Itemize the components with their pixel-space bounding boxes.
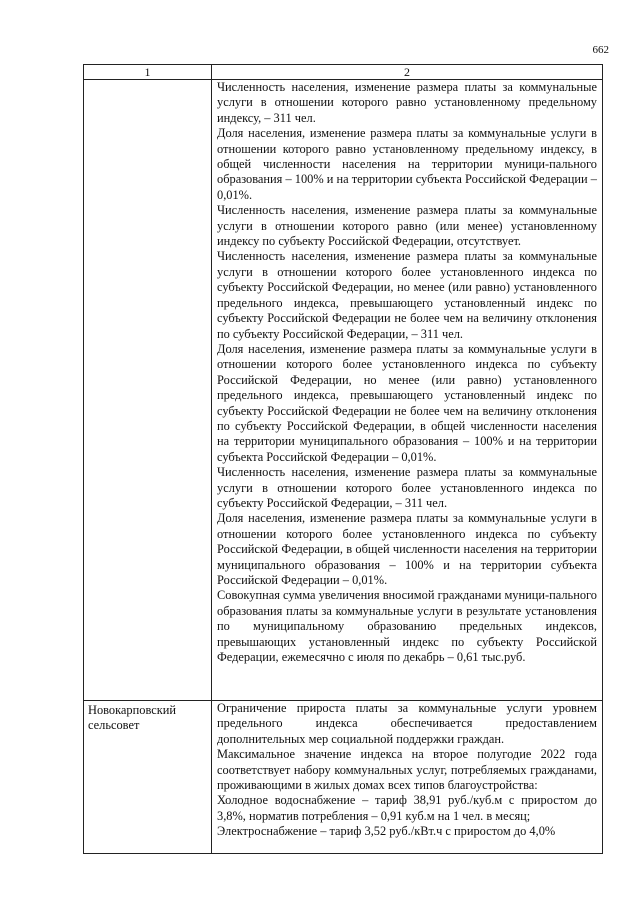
paragraph: Ограничение прироста платы за коммунальные услуги уровнем предельного индекса обеспечивается предоставлением дополнительных мер социальной поддержки граждан. bbox=[217, 701, 597, 746]
table-row bbox=[84, 80, 603, 701]
paragraph: Доля населения, изменение размера платы за коммунальные услуги в отношении которого более установленного индекса по субъекту Российской Федерации, но менее (или равно) установленного предельного индекса, превышающего установленный индекс по субъекту Российской Федерации не более чем на величину отклонения по субъекту Российской Федерации, в общей численности населения на территории муниципального образования – 100% и на территории субъекта Российской Федерации – 0,01%. bbox=[217, 341, 597, 464]
paragraph: Доля населения, изменение размера платы за коммунальные услуги в отношении которого более установленного индекса по субъекту Российской Федерации, в общей численности населения на территории муниципального образования – 100% и на территории субъекта Российской Федерации – 0,01%. bbox=[217, 511, 597, 587]
paragraph: Численность населения, изменение размера платы за коммунальные услуги в отношении которого равно (или менее) установленному индексу по субъекту Российской Федерации, отсутствует. bbox=[217, 203, 597, 249]
paragraph: Холодное водоснабжение – тариф 38,91 руб./куб.м с приростом до 3,8%, норматив потребления – 0,91 куб.м на 1 чел. в месяц; bbox=[217, 793, 597, 823]
paragraph: Максимальное значение индекса на второе полугодие 2022 года соответствует набору коммунальных услуг, потребляемых гражданами, проживающими в жилых домах всех типов благоустройства: bbox=[217, 747, 597, 793]
description-cell bbox=[212, 701, 603, 854]
document-table bbox=[83, 64, 603, 854]
description-cell bbox=[212, 80, 603, 701]
paragraph: Совокупная сумма увеличения вносимой гражданами муници-пального образования платы за коммунальные услуги в результате установления по муниципальному образованию предельных индексов, превышающих установленный индекс по субъекту Российской Федерации, ежемесячно с июля по декабрь – 0,61 тыс.руб. bbox=[217, 588, 597, 665]
header-cell-1: 1 bbox=[84, 65, 212, 80]
paragraph: Доля населения, изменение размера платы за коммунальные услуги в отношении которого равно установленному предельному индексу, в общей численности населения на территории муници-пального образования – 100% и на территории субъекта Российской Федерации – 0,01%. bbox=[217, 126, 597, 202]
municipality-cell: Новокарповский сельсовет bbox=[84, 701, 212, 854]
paragraph: Численность населения, изменение размера платы за коммунальные услуги в отношении которого более установленного индекса по субъекту Российской Федерации, но менее (или равно) установленного предельного индекса, превышающего установленный индекс по субъекту Российской Федерации не более чем на величину отклонения по субъекту Российской Федерации, – 311 чел. bbox=[217, 249, 597, 341]
table-header-row bbox=[84, 65, 603, 80]
paragraph: Численность населения, изменение размера платы за коммунальные услуги в отношении которого равно установленному предельному индексу, – 311 чел. bbox=[217, 80, 597, 125]
paragraph: Численность населения, изменение размера платы за коммунальные услуги в отношении которого более установленного индекса по субъекту Российской Федерации, – 311 чел. bbox=[217, 465, 597, 510]
page-number: 662 bbox=[592, 44, 609, 56]
paragraph: Электроснабжение – тариф 3,52 руб./кВт.ч с приростом до 4,0% bbox=[217, 824, 556, 839]
municipality-cell bbox=[84, 80, 212, 701]
header-cell-2: 2 bbox=[212, 65, 603, 80]
table-row bbox=[84, 701, 603, 854]
